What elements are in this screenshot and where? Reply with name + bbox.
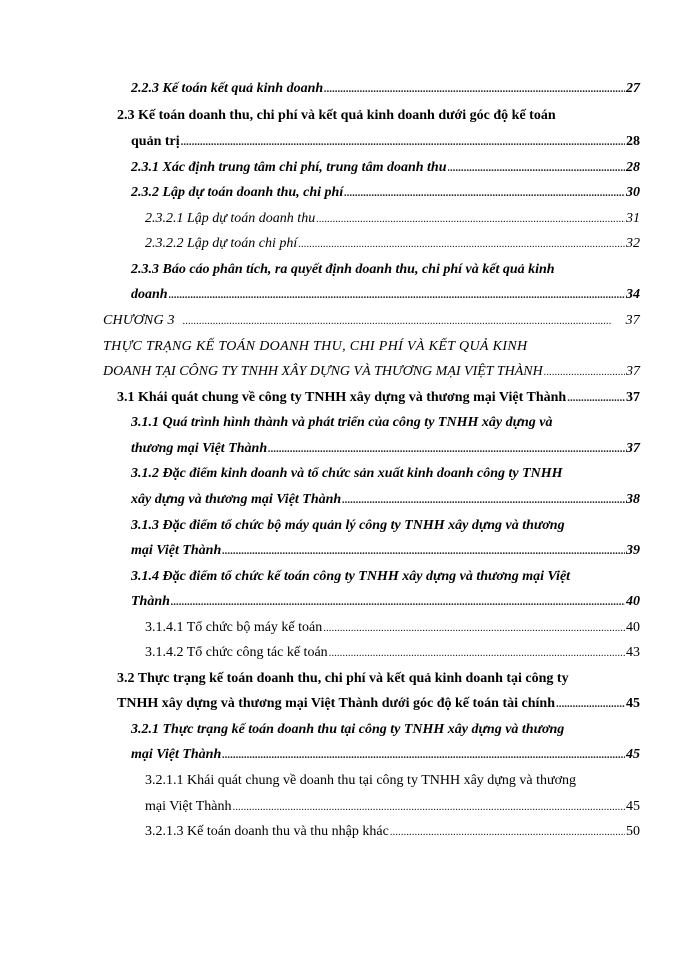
toc-page-number: 28 [626, 134, 640, 149]
toc-page-number: 37 [626, 364, 640, 379]
toc-entry-title: 2.2.3 Kế toán kết quả kinh doanh [131, 81, 324, 96]
toc-entry-3-2-1-cont[interactable] [131, 745, 640, 765]
dot-leader [222, 541, 625, 561]
toc-entry-title: mại Việt Thành [131, 747, 222, 762]
toc-entry-3-1-3[interactable] [131, 516, 565, 536]
toc-entry-title: 2.3.2.2 Lập dự toán chi phí [145, 236, 298, 251]
toc-entry-title: 3.1.4 Đặc điểm tổ chức kế toán công ty TNHH xây dựng và thương mại Việt [131, 569, 571, 584]
toc-entry-3-1-2-cont[interactable] [131, 490, 640, 510]
toc-entry-title: 2.3.2 Lập dự toán doanh thu, chi phí [131, 185, 344, 200]
dot-leader [324, 79, 625, 99]
dot-leader [183, 311, 612, 331]
dot-leader [567, 388, 625, 408]
toc-entry-3-2-1[interactable] [131, 720, 564, 740]
dot-leader [342, 490, 625, 510]
toc-entry-title: doanh [131, 287, 168, 302]
dot-leader [544, 362, 625, 382]
toc-page-number: 32 [626, 236, 640, 251]
toc-entry-3-1[interactable] [117, 388, 640, 408]
toc-entry-title: 3.1 Khái quát chung về công ty TNHH xây dựng và thương mại Việt Thành [117, 390, 567, 405]
toc-entry-chapter-3[interactable] [103, 311, 640, 331]
dot-leader [171, 592, 625, 612]
toc-entry-title: THỰC TRẠNG KẾ TOÁN DOANH THU, CHI PHÍ VÀ KẾT QUẢ KINH [103, 339, 528, 354]
toc-entry-3-1-3-cont[interactable] [131, 541, 640, 561]
toc-entry-title: 3.1.4.2 Tổ chức công tác kế toán [145, 645, 328, 660]
toc-entry-3-1-1-cont[interactable] [131, 439, 640, 459]
toc-entry-title: CHƯƠNG 3 [103, 313, 175, 328]
toc-entry-3-2-1-3[interactable] [145, 822, 640, 842]
toc-page-number: 37 [626, 441, 640, 456]
toc-page-number: 27 [626, 81, 640, 96]
toc-page-number: 37 [626, 390, 640, 405]
dot-leader [222, 745, 625, 765]
toc-page-number: 45 [626, 696, 640, 711]
toc-entry-3-2-cont[interactable] [117, 694, 640, 714]
toc-entry-3-1-1[interactable] [131, 413, 552, 433]
toc-page-number: 34 [626, 287, 640, 302]
toc-entry-3-1-4-2[interactable] [145, 643, 640, 663]
dot-leader [390, 822, 625, 842]
toc-entry-title: 3.2.1.1 Khái quát chung về doanh thu tại công ty TNHH xây dựng và thương [145, 773, 576, 788]
toc-entry-3-1-4-cont[interactable] [131, 592, 640, 612]
toc-page-number: 30 [626, 185, 640, 200]
toc-entry-title: 2.3.2.1 Lập dự toán doanh thu [145, 211, 316, 226]
toc-entry-2-3-cont[interactable] [131, 132, 640, 152]
toc-page-number: 40 [626, 620, 640, 635]
toc-page-number: 37 [625, 313, 640, 328]
toc-entry-chapter-3-title[interactable] [103, 337, 528, 357]
toc-entry-title: TNHH xây dựng và thương mại Việt Thành dưới góc độ kế toán tài chính [117, 696, 555, 711]
toc-entry-title: 3.1.2 Đặc điểm kinh doanh và tổ chức sản xuất kinh doanh công ty TNHH [131, 466, 563, 481]
dot-leader [268, 439, 625, 459]
toc-entry-2-3-1[interactable] [131, 158, 640, 178]
toc-entry-title: xây dựng và thương mại Việt Thành [131, 492, 342, 507]
toc-entry-2-3-2-2[interactable] [145, 234, 640, 254]
toc-entry-title: 2.3 Kế toán doanh thu, chi phí và kết quả kinh doanh dưới góc độ kế toán [117, 108, 556, 123]
toc-page-number: 31 [626, 211, 640, 226]
toc-entry-title: 2.3.3 Báo cáo phân tích, ra quyết định doanh thu, chi phí và kết quả kinh [131, 262, 555, 277]
dot-leader [448, 158, 626, 178]
toc-entry-3-1-2[interactable] [131, 464, 563, 484]
toc-page-number: 40 [626, 594, 640, 609]
toc-page-number: 38 [626, 492, 640, 507]
toc-entry-2-2-3[interactable] [131, 79, 640, 99]
dot-leader [316, 209, 625, 229]
toc-entry-3-1-4-1[interactable] [145, 618, 640, 638]
toc-entry-3-2[interactable] [117, 669, 569, 689]
toc-entry-3-1-4[interactable] [131, 567, 570, 587]
toc-entry-2-3-2-1[interactable] [145, 209, 640, 229]
toc-entry-title: Thành [131, 594, 170, 609]
toc-entry-title: quản trị [131, 134, 180, 149]
toc-entry-title: 3.2 Thực trạng kế toán doanh thu, chi phí và kết quả kinh doanh tại công ty [117, 671, 569, 686]
toc-entry-title: 3.1.3 Đặc điểm tổ chức bộ máy quản lý công ty TNHH xây dựng và thương [131, 518, 565, 533]
toc-page-number: 45 [626, 747, 640, 762]
toc-entry-title: 3.1.4.1 Tổ chức bộ máy kế toán [145, 620, 323, 635]
toc-page-number: 45 [626, 799, 640, 814]
toc-entry-title: mại Việt Thành [131, 543, 222, 558]
toc-page-number: 39 [626, 543, 640, 558]
toc-entry-2-3-3-cont[interactable] [131, 285, 640, 305]
toc-entry-title: 3.2.1.3 Kế toán doanh thu và thu nhập khác [145, 824, 389, 839]
toc-entry-2-3[interactable] [117, 106, 556, 126]
toc-entry-3-2-1-1[interactable] [145, 771, 576, 791]
toc-entry-2-3-2[interactable] [131, 183, 640, 203]
toc-entry-title: mại Việt Thành [145, 799, 232, 814]
toc-entry-title: 3.2.1 Thực trạng kế toán doanh thu tại công ty TNHH xây dựng và thương [131, 722, 565, 737]
toc-page-number: 50 [626, 824, 640, 839]
dot-leader [181, 132, 625, 152]
dot-leader [344, 183, 625, 203]
dot-leader [298, 234, 625, 254]
dot-leader [169, 285, 625, 305]
dot-leader [329, 643, 625, 663]
toc-page-number: 43 [626, 645, 640, 660]
toc-entry-2-3-3[interactable] [131, 260, 555, 280]
toc-entry-title: 2.3.1 Xác định trung tâm chi phí, trung tâm doanh thu [131, 160, 447, 175]
toc-entry-chapter-3-title-cont[interactable] [103, 362, 640, 382]
dot-leader [233, 797, 625, 817]
dot-leader [556, 694, 625, 714]
toc-entry-title: DOANH TẠI CÔNG TY TNHH XÂY DỰNG VÀ THƯƠNG MẠI VIỆT THÀNH [103, 364, 543, 379]
toc-page-number: 28 [626, 160, 640, 175]
toc-entry-title: 3.1.1 Quá trình hình thành và phát triển của công ty TNHH xây dựng và [131, 415, 553, 430]
dot-leader [323, 618, 625, 638]
toc-entry-title: thương mại Việt Thành [131, 441, 268, 456]
toc-entry-3-2-1-1-cont[interactable] [145, 797, 640, 817]
